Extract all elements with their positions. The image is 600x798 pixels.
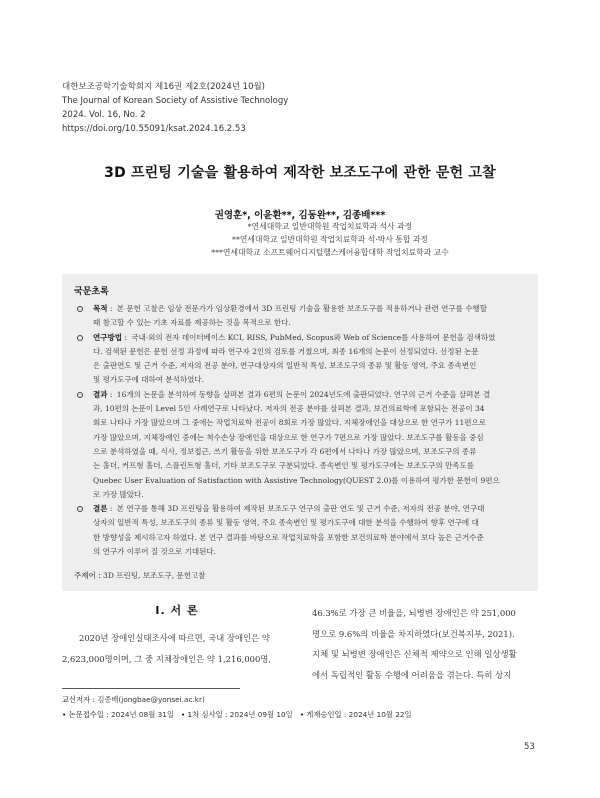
abstract-heading: 국문초록 [74,287,109,297]
body-text-line: 2020년 장애인실태조사에 따르면, 국내 장애인은 약 [79,633,271,643]
abstract-label: 목적 [93,304,108,313]
abstract-text-line: 16개의 논문을 분석하여 동향을 살펴본 결과 6편의 논문이 2024년도에 출판되었다. 연구의 근거 수준을 살펴본 결 [116,389,491,399]
abstract-box [62,274,538,591]
corresponding-author [62,695,205,705]
body-column-right [312,603,540,685]
abstract-text-line: 및 평가도구에 대하여 분석하였다. [93,375,204,385]
bullet-circle-icon [77,335,83,341]
footnote-label: 교신저자 : [62,695,95,704]
bullet-circle-icon [77,306,83,312]
keywords-label: 주제어 : [74,571,101,581]
abstract-text-line: 은 출판연도 및 근거 수준, 저자의 전공 분야, 연구대상자의 일반적 특성, 보조도구의 종류 및 활동 영역, 주요 종속변인 [93,361,477,371]
affiliation-1: *연세대학교 일반대학원 작업치료학과 석사 과정 [247,222,413,231]
abstract-label: 결과 [93,389,108,399]
footnote-label: • 논문접수일 : [62,710,109,719]
journal-name-english: The Journal of Korean Society of Assistive Technology [62,96,289,106]
abstract-label: 연구방법 [93,332,122,342]
abstract-text-line: 국내·외의 전자 데이터베이스 KCI, RISS, PubMed, Scopus와 Web of Science를 사용하여 문헌을 검색하였 [131,332,496,342]
abstract-purpose: 목적 : 본 문헌 고찰은 임상 전문가가 임상환경에서 3D 프린팅 기술을 활용한 보조도구를 적용하거나 관련 연구를 수행할 때 참고할 수 있는 기초 자료를 제공하는 것을 목적으로 한다. [74,302,524,331]
abstract-text-line: 다. 검색된 문헌은 문헌 선정 과정에 따라 연구자 2인의 검토를 거쳤으며, 최종 16개의 논문이 선정되었다. 선정된 논문 [93,346,479,356]
doi-link[interactable]: https://doi.org/10.55091/ksat.2024.16.2.53 [62,124,246,134]
abstract-text-line: 때 참고할 수 있는 기초 자료를 제공하는 것을 목적으로 한다. [93,318,291,328]
abstract-method: 연구방법 : 국내·외의 전자 데이터베이스 KCI, RISS, PubMed, Scopus와 Web of Science를 사용하여 문헌을 검색하였 다. 검색된 문헌은 문헌 선정 과정에 따라 연구자 2인의 검토를 거쳤으며, 최종 16개의 논문이 선정되었다. 선정된 논문 은 출판연도 및 근거 수준, 저자의 전공 분야, 연구대상자의 일반적 특성, 보조도구의 종류 및 활동 영역, 주요 종속변인 및 평가도구에 대하여 분석하였다. [74,331,524,388]
keywords-value: 3D 프린팅, 보조도구, 문헌고찰 [103,571,206,581]
abstract-text-line: 회로 나타나 가장 많았으며 그 중에는 작업치료학 전공이 8회로 가장 많았다. 지체장애인을 대상으로 한 연구가 11편으로 [93,418,486,428]
footnote-label: • 게재승인일 : [299,710,347,719]
section-heading: I. 서 론 [155,604,199,617]
page-number: 53 [524,742,535,752]
body-text-line: 46.3%로 가장 큰 비율을, 뇌병변 장애인은 약 251,000 [312,608,516,618]
bullet-circle-icon [77,506,83,512]
author-list: 권영훈*, 이윤환**, 김동완**, 김종배*** [214,210,386,221]
bullet-circle-icon [77,392,83,398]
footnote-label: • 1차 심사일 : [180,710,228,719]
received-date: 2024년 08월 31일 [110,710,174,719]
submission-dates [62,710,412,720]
abstract-text-line: 본 연구를 통해 3D 프린팅을 활용하여 제작된 보조도구 연구의 출판 연도 및 근거 수준, 저자의 전공 분야, 연구대 [116,504,485,514]
abstract-text-line: 한 방향성을 제시하고자 하였다. 본 연구 결과를 바탕으로 작업치료학을 포함한 보건의료학 분야에서 보다 높은 근거수준 [93,532,484,542]
abstract-text-line: Quebec User Evaluation of Satisfaction with Assistive Technology(QUEST 2.0)를 이용하여 평가한 문헌이 9편으 [93,475,500,485]
body-column-left [62,628,294,669]
accepted-date: 2024년 10월 22일 [348,710,412,719]
journal-name-korean: 대한보조공학기술학회지 제16권 제2호(2024년 10월) [62,82,265,92]
affiliations [150,220,510,259]
body-text-line: 에서 독립적인 활동 수행에 어려움을 겪는다. 특히 상지 [312,669,512,680]
author-email[interactable]: 김종배(jongbae@yonsei.ac.kr) [97,695,205,704]
abstract-label: 결론 [93,504,108,514]
journal-volume: 2024. Vol. 16, No. 2 [62,110,146,120]
affiliation-2: **연세대학교 일반대학원 작업치료학과 석·박사 통합 과정 [232,235,428,244]
abstract-text-line: 의 연구가 이루어 질 것으로 기대된다. [93,547,216,557]
affiliation-3: ***연세대학교 소프트웨어디지털헬스케어융합대학 작업치료학과 교수 [211,248,449,257]
abstract-text-line: 으로 분석하였을 때, 식사, 정보접근, 쓰기 활동을 위한 보조도구가 각 6편에서 나타나 가장 많았으며, 보조도구의 종류 [93,446,477,456]
body-text-line: 2,623,000명이며, 그 중 지체장애인은 약 1,216,000명, [62,653,272,664]
abstract-text-line: 과, 10편의 논문이 Level 5인 사례연구로 나타났다. 저자의 전공 분야를 살펴본 결과, 보건의료학에 포함되는 전공이 34 [93,404,485,414]
keywords [74,570,524,581]
body-text-line: 명으로 9.6%의 비율을 차지하였다(보건복지부, 2021). [312,628,515,639]
footnote-divider [62,688,240,689]
abstract-text-line: 본 문헌 고찰은 임상 전문가가 임상환경에서 3D 프린팅 기술을 활용한 보조도구를 적용하거나 관련 연구를 수행할 [116,304,487,313]
abstract-results: 결과 : 16개의 논문을 분석하여 동향을 살펴본 결과 6편의 논문이 2024년도에 출판되었다. 연구의 근거 수준을 살펴본 결 과, 10편의 논문이 Level 5인 사례연구로 나타났다. 저자의 전공 분야를 살펴본 결과, 보건의료학에 포함되는 전공이 34 회로 나타나 가장 많았으며 그 중에는 작업치료학 전공이 8회로 가장 많았다. 지체장애인을 대상으로 한 연구가 11편으로 가장 많았으며, 지체장애인 중에는 척수손상 장애인을 대상으로 한 연구가 7편으로 가장 많았다. 보조도구를 활동을 중심 으로 분석하였을 때, 식사, 정보접근, 쓰기 활동을 위한 보조도구가 각 6편에서 나타나 가장 많았으며, 보조도구의 종류 는 홀더, 커프형 홀더, 스플린트형 홀더, 기타 보조도구로 구분되었다. 종속변인 및 평가도구에는 보조도구의 만족도를 Quebec User Evaluation of Satisfaction with Assistive Technology(QUEST 2.0)를 이용하여 평가한 문헌이 9편으 로 가장 많았다. [74,388,524,502]
body-text-line: 지체 및 뇌병변 장애인은 신체적 제약으로 인해 일상생활 [312,649,517,659]
abstract-text-line: 가장 많았으며, 지체장애인 중에는 척수손상 장애인을 대상으로 한 연구가 7편으로 가장 많았다. 보조도구를 활동을 중심 [93,432,484,442]
journal-header [62,80,532,136]
abstract-conclusion: 결론 : 본 연구를 통해 3D 프린팅을 활용하여 제작된 보조도구 연구의 출판 연도 및 근거 수준, 저자의 전공 분야, 연구대 상자의 일반적 특성, 보조도구의 종류 및 활동 영역, 주요 종속변인 및 평가도구에 대한 분석을 수행하여 향후 연구에 대 한 방향성을 제시하고자 하였다. 본 연구 결과를 바탕으로 작업치료학을 포함한 보건의료학 분야에서 보다 높은 근거수준 의 연구가 이루어 질 것으로 기대된다. [74,502,524,559]
abstract-text-line: 는 홀더, 커프형 홀더, 스플린트형 홀더, 기타 보조도구로 구분되었다. 종속변인 및 평가도구에는 보조도구의 만족도를 [93,461,475,471]
paper-title: 3D 프린팅 기술을 활용하여 제작한 보조도구에 관한 문헌 고찰 [104,165,496,181]
abstract-text-line: 상자의 일반적 특성, 보조도구의 종류 및 활동 영역, 주요 종속변인 및 평가도구에 대한 분석을 수행하여 향후 연구에 대 [93,518,479,528]
abstract-text-line: 로 가장 많았다. [93,489,144,499]
review-date: 2024년 09월 10일 [229,710,293,719]
